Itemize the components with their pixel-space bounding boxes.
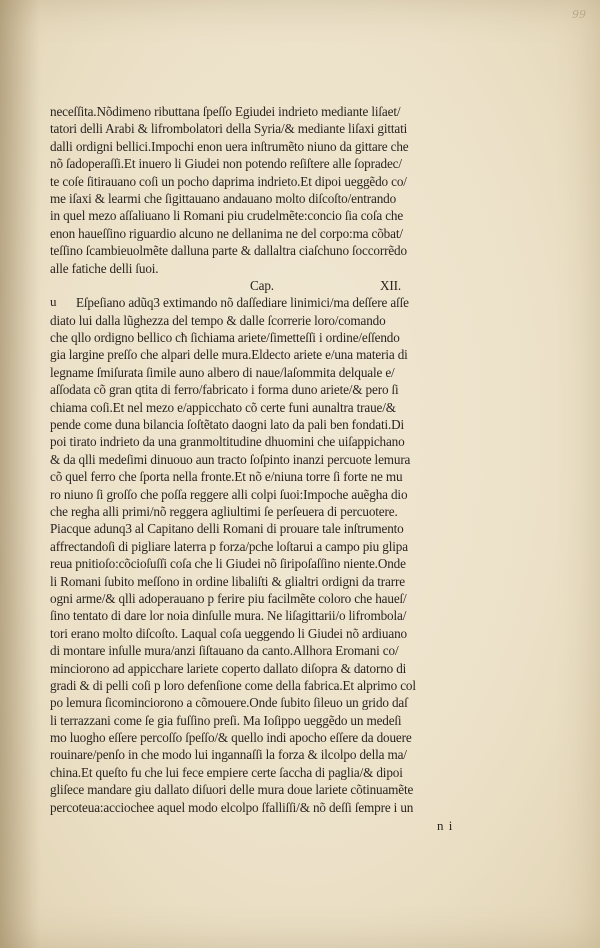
text-line: te coſe ſitirauano coſi un pocho daprima indrieto.Et dipoi ueggẽdo co/	[50, 173, 407, 189]
text-line: diato lui dalla lũghezza del tempo & dalle ſcorrerie loro/comando	[50, 312, 386, 328]
signature-mark: n i	[437, 818, 454, 833]
text-block	[50, 103, 478, 816]
chapter-body	[50, 294, 478, 816]
text-line: legname ſmiſurata ſimile auno albero di naue/laſommita delquale e/	[50, 364, 395, 380]
text-line: gliſece mandare giu dallato diſuori delle mura doue lariete cõtinuamẽte	[50, 782, 414, 798]
text-line: minciorono ad appicchare lariete coperto dallato diſopra & datorno di	[50, 660, 407, 676]
text-line: Eſpeſiano adũq3 extimando nõ daſſediare linimici/ma deſſere aſſe	[76, 295, 409, 311]
text-line: tatori delli Arabi & lifrombolatori della Syria/& mediante liſaxi gittati	[50, 121, 408, 137]
guide-letter: u	[50, 294, 57, 310]
text-line: cõ quel ferro che ſporta nella fronte.Et nõ e/niuna torre ſi forte ne mu	[50, 469, 403, 485]
text-line: in quel mezo aſſaliuano li Romani piu crudelmẽte:concio ſia coſa che	[50, 208, 404, 224]
folio-number: 99	[572, 8, 586, 21]
text-line: li Romani ſubito meſſono in ordine libaliſti & glialtri ordigni da trarre	[50, 573, 405, 589]
text-line: aſſodata cõ gran qtita di ferro/fabricato i forma duno ariete/& pero ſi	[50, 382, 399, 398]
text-line: teſſino ſcambieuolmẽte dalluna parte & dallaltra ciaſchuno ſoccorrẽdo	[50, 243, 407, 259]
binding-gutter-shadow	[0, 0, 40, 948]
text-line: percoteua:acciochee aquel modo elcolpo ſfalliſſi/& nõ deſſi ſempre i un	[50, 799, 414, 815]
text-line: ſino tentato di dare lor noia dinſulle mura. Ne liſagittarii/o lifrombola/	[50, 608, 407, 624]
text-line: china.Et queſto fu che lui fece empiere certe ſaccha di paglia/& dipoi	[50, 764, 403, 780]
chapter-number: XII.	[380, 277, 402, 293]
text-line: gia largine preſſo che alpari delle mura.Eldecto ariete e/una materia di	[50, 347, 408, 363]
text-line: affrectandoſi di pigliare laterra p forza/pche loſtarui a campo piu glipa	[50, 538, 408, 554]
text-line: tori erano molto diſcoſto. Laqual coſa ueggendo li Giudei nõ ardiuano	[50, 625, 407, 641]
text-line: dalli ordigni bellici.Impochi enon uera inſtrumẽto niuno da gittare che	[50, 138, 409, 154]
chapter-label: Cap.	[250, 277, 274, 293]
text-line: chiama coſi.Et nel mezo e/appicchato cõ certe funi aunaltra traue/&	[50, 399, 396, 415]
text-line: di montare inſulle mura/anzi ſiſtauano da canto.Allhora Eromani co/	[50, 643, 399, 659]
text-line: me iſaxi & learmi che ſigittauano andauano molto diſcoſto/entrando	[50, 190, 397, 206]
text-line: reua pnitioſo:cõcioſuſſi coſa che li Giudei nõ ſiripoſaſſino niente.Onde	[50, 556, 406, 572]
text-line: alle fatiche delli ſuoi.	[50, 260, 159, 276]
text-line: rouinare/penſo in che modo lui ingannaſſi la forza & ilcolpo della ma/	[50, 747, 407, 763]
text-line: che regha alli primi/nõ reggera agliultimi ſe perſeuera di percuotere.	[50, 503, 398, 519]
text-line: & da qlli medeſimi dinuouo aun tracto ſoſpinto inanzi percuote lemura	[50, 451, 411, 467]
text-line: mo luogho eſſere percoſſo ſpeſſo/& quello indi apocho eſſere da douere	[50, 730, 412, 746]
text-line: neceſſita.Nõdimeno ributtana ſpeſſo Egiudei indrieto mediante liſaet/	[50, 104, 401, 119]
text-line: po lemura ſicominciorono a cõmouere.Onde ſubito ſileuo un grido daſ	[50, 695, 408, 711]
text-line: nõ ſadoperaſſi.Et inuero li Giudei non potendo reſiſtere alle ſopradec/	[50, 156, 402, 172]
paragraph-before-heading	[50, 103, 478, 277]
text-line: ogni arme/& qlli adoperauano p ferire piu facilmẽte coloro che haueſ/	[50, 590, 407, 606]
paragraph-after-heading	[50, 294, 478, 816]
text-line: poi tirato indrieto da una granmoltitudine dhuomini che uiſappichano	[50, 434, 405, 450]
text-line: li terrazzani come ſe gia fuſſino preſi. Ma Ioſippo ueggẽdo un medeſi	[50, 712, 402, 728]
text-line: gradi & di pelli coſi p loro defenſione come della fabrica.Et alprimo col	[50, 677, 416, 693]
chapter-heading	[50, 277, 478, 294]
text-line: ro niuno ſi groſſo che poſſa reggere alli colpi ſuoi:Impoche auẽgha dio	[50, 486, 408, 502]
text-line: enon haueſſino riguardio alcuno ne dellanima ne del corpo:ma cõbat/	[50, 225, 403, 241]
text-line: pende come duna bilancia ſoſtẽtato daogni lato da pali ben fondati.Di	[50, 417, 405, 433]
text-line: che qllo ordigno bellico cħ ſichiama ariete/ſimetteſſi i ordine/eſſendo	[50, 330, 400, 346]
text-line: Piacque adunq3 al Capitano delli Romani di prouare tale inſtrumento	[50, 521, 404, 537]
